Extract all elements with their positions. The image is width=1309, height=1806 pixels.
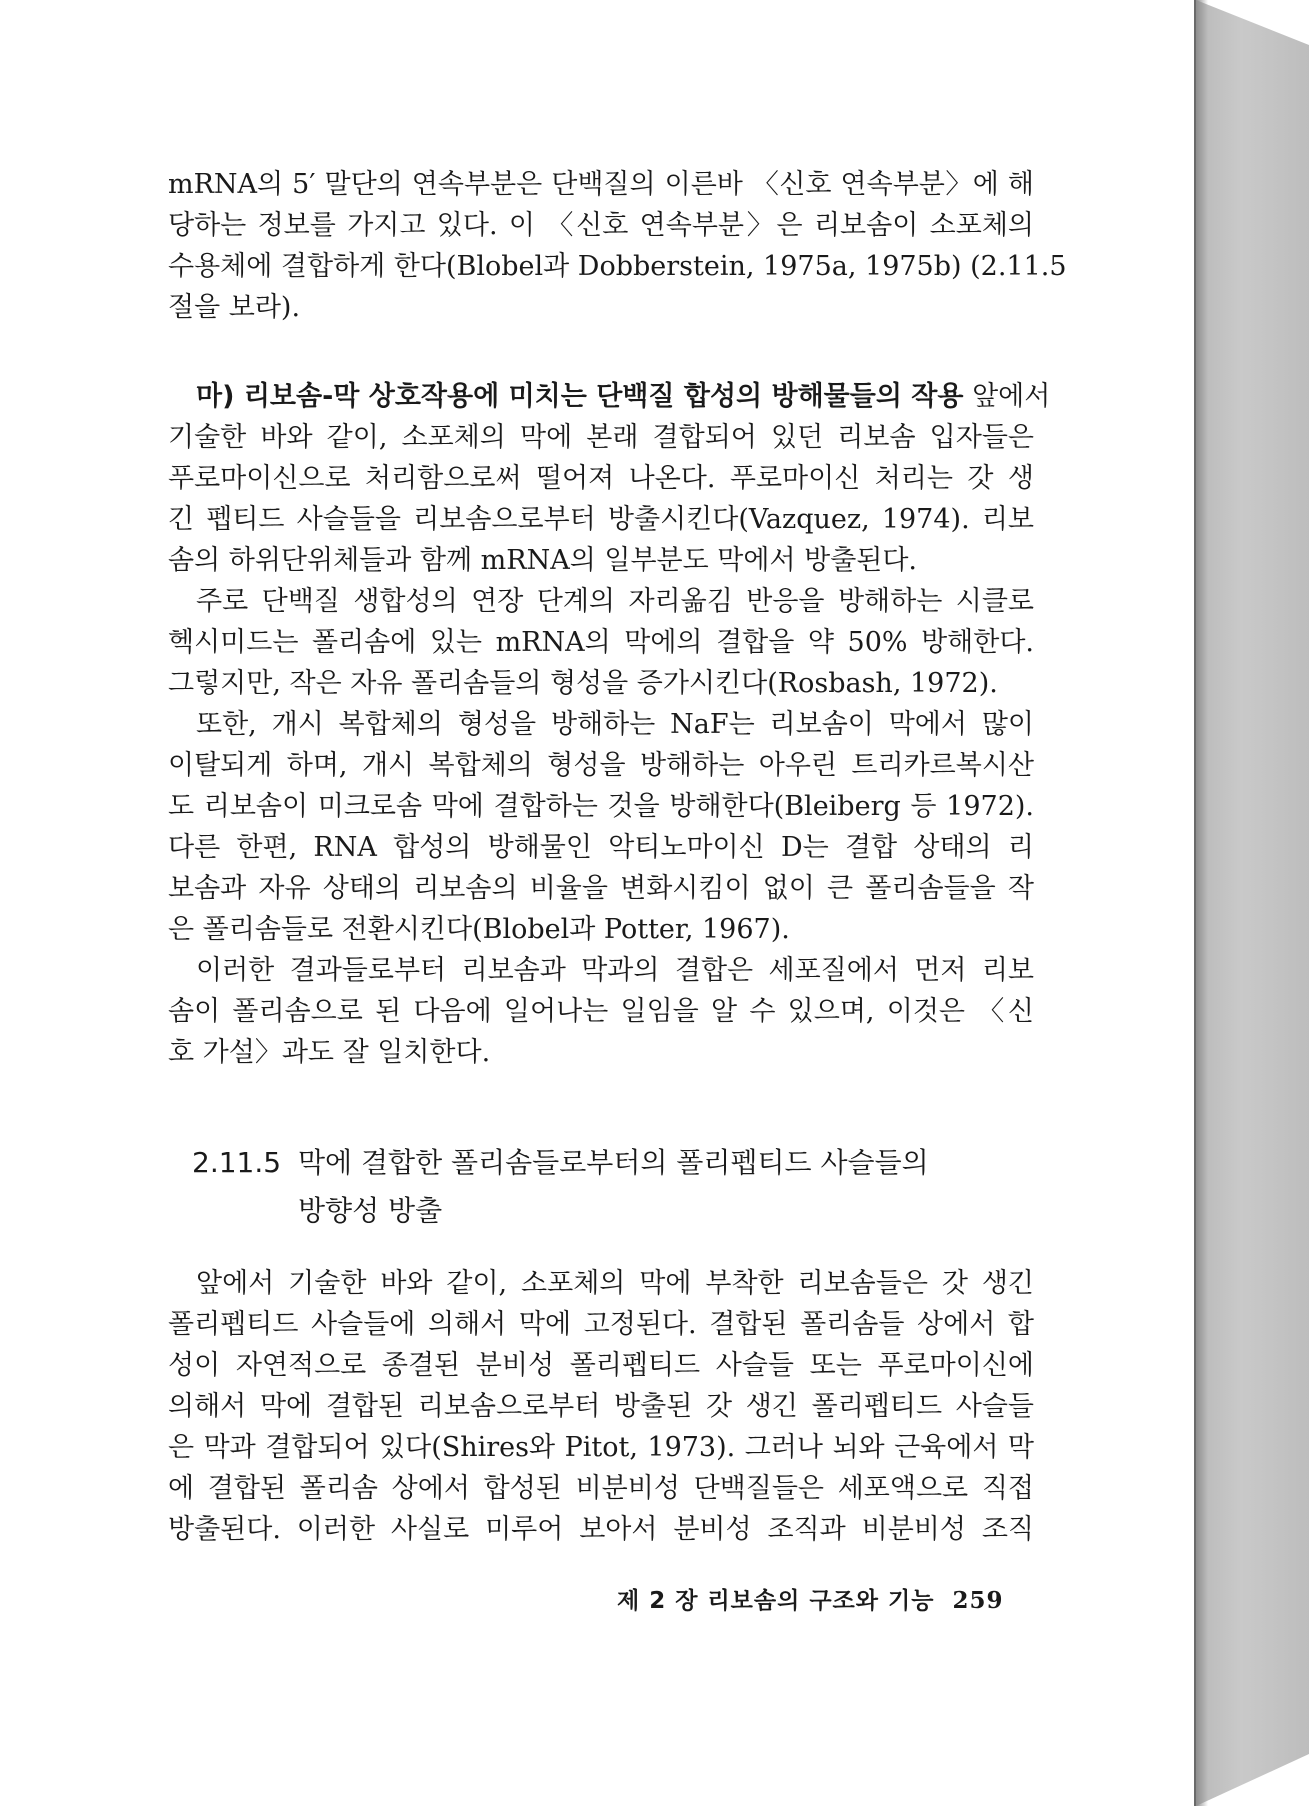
text-line: 그렇지만, 작은 자유 폴리솜들의 형성을 증가시킨다(Rosbash, 1972). [168, 668, 998, 699]
text-line: 다른 한편, RNA 합성의 방해물인 악티노마이신 D는 결합 상태의 리 [168, 832, 1034, 863]
text-line: 헥시미드는 폴리솜에 있는 mRNA의 막에의 결합을 약 50% 방해한다. [168, 627, 1034, 658]
text-line: 은 폴리솜들로 전환시킨다(Blobel과 Potter, 1967). [168, 914, 790, 945]
text-line: 긴 펩티드 사슬들을 리보솜으로부터 방출시킨다(Vazquez, 1974). 리보 [168, 504, 1034, 535]
paragraph-conclusion [168, 950, 1034, 1073]
book-side-shadow [1196, 0, 1208, 1806]
section-title-line1: 막에 결합한 폴리솜들로부터의 폴리펩티드 사슬들의 [298, 1146, 929, 1179]
paragraph-cycloheximide [168, 581, 1034, 704]
text-line: 당하는 정보를 가지고 있다. 이 〈신호 연속부분〉은 리보솜이 소포체의 [168, 210, 1034, 241]
text-line: 절을 보라). [168, 292, 301, 323]
subsection-first-line [168, 376, 1051, 417]
text-line: 호 가설〉과도 잘 일치한다. [168, 1037, 491, 1068]
section-number: 2.11.5 [192, 1146, 282, 1179]
paragraph-naf [168, 704, 1034, 950]
text-line: 도 리보솜이 미크로솜 막에 결합하는 것을 방해한다(Bleiberg 등 1972). [168, 791, 1034, 822]
paragraph-intro [168, 164, 1067, 328]
text-line: 푸로마이신으로 처리함으로써 떨어져 나온다. 푸로마이신 처리는 갓 생 [168, 463, 1034, 494]
text-line: 솜의 하위단위체들과 함께 mRNA의 일부분도 막에서 방출된다. [168, 545, 918, 576]
chapter-title: 제 2 장 리보솜의 구조와 기능 [617, 1588, 935, 1614]
section-heading-row [192, 1139, 929, 1187]
text-line: 이러한 결과들로부터 리보솜과 막과의 결합은 세포질에서 먼저 리보 [196, 955, 1034, 986]
text-line: 수용체에 결합하게 한다(Blobel과 Dobberstein, 1975a, 1975b) (2.11.5 [168, 251, 1067, 282]
text-line: 이탈되게 하며, 개시 복합체의 형성을 방해하는 아우린 트리카르복시산 [168, 750, 1034, 781]
text-line: 앞에서 기술한 바와 같이, 소포체의 막에 부착한 리보솜들은 갓 생긴 [196, 1268, 1034, 1299]
text-line: 에 결합된 폴리솜 상에서 합성된 비분비성 단백질들은 세포액으로 직접 [168, 1473, 1034, 1504]
text-line: 기술한 바와 같이, 소포체의 막에 본래 결합되어 있던 리보솜 입자들은 [168, 422, 1034, 453]
text-line: 주로 단백질 생합성의 연장 단계의 자리옮김 반응을 방해하는 시클로 [196, 586, 1034, 617]
subsection-heading: 마) 리보솜-막 상호작용에 미치는 단백질 합성의 방해물들의 작용 [196, 381, 964, 412]
text-line: 솜이 폴리솜으로 된 다음에 일어나는 일임을 알 수 있으며, 이것은 〈신 [168, 996, 1034, 1027]
page-footer [617, 1582, 1003, 1615]
text-line: 성이 자연적으로 종결된 분비성 폴리펩티드 사슬들 또는 푸로마이신에 [168, 1350, 1034, 1381]
paragraph-subsection-ma [168, 376, 1051, 581]
text-line: 방출된다. 이러한 사실로 미루어 보아서 분비성 조직과 비분비성 조직 [168, 1514, 1034, 1545]
section-heading [192, 1139, 929, 1235]
section-title-line2: 방향성 방출 [298, 1194, 443, 1227]
paragraph-section-body [168, 1263, 1034, 1550]
text-line: mRNA의 5′ 말단의 연속부분은 단백질의 이른바 〈신호 연속부분〉에 해 [168, 169, 1034, 200]
subsection-first-line-text: 앞에서 [972, 381, 1051, 412]
text-line: 보솜과 자유 상태의 리보솜의 비율을 변화시킴이 없이 큰 폴리솜들을 작 [168, 873, 1034, 904]
text-line: 또한, 개시 복합체의 형성을 방해하는 NaF는 리보솜이 막에서 많이 [196, 709, 1034, 740]
text-line: 은 막과 결합되어 있다(Shires와 Pitot, 1973). 그러나 뇌와 근육에서 막 [168, 1432, 1034, 1463]
page-number: 259 [952, 1587, 1004, 1614]
book-side-edge [1196, 0, 1309, 1806]
text-line: 의해서 막에 결합된 리보솜으로부터 방출된 갓 생긴 폴리펩티드 사슬들 [168, 1391, 1034, 1422]
text-line: 폴리펩티드 사슬들에 의해서 막에 고정된다. 결합된 폴리솜들 상에서 합 [168, 1309, 1034, 1340]
